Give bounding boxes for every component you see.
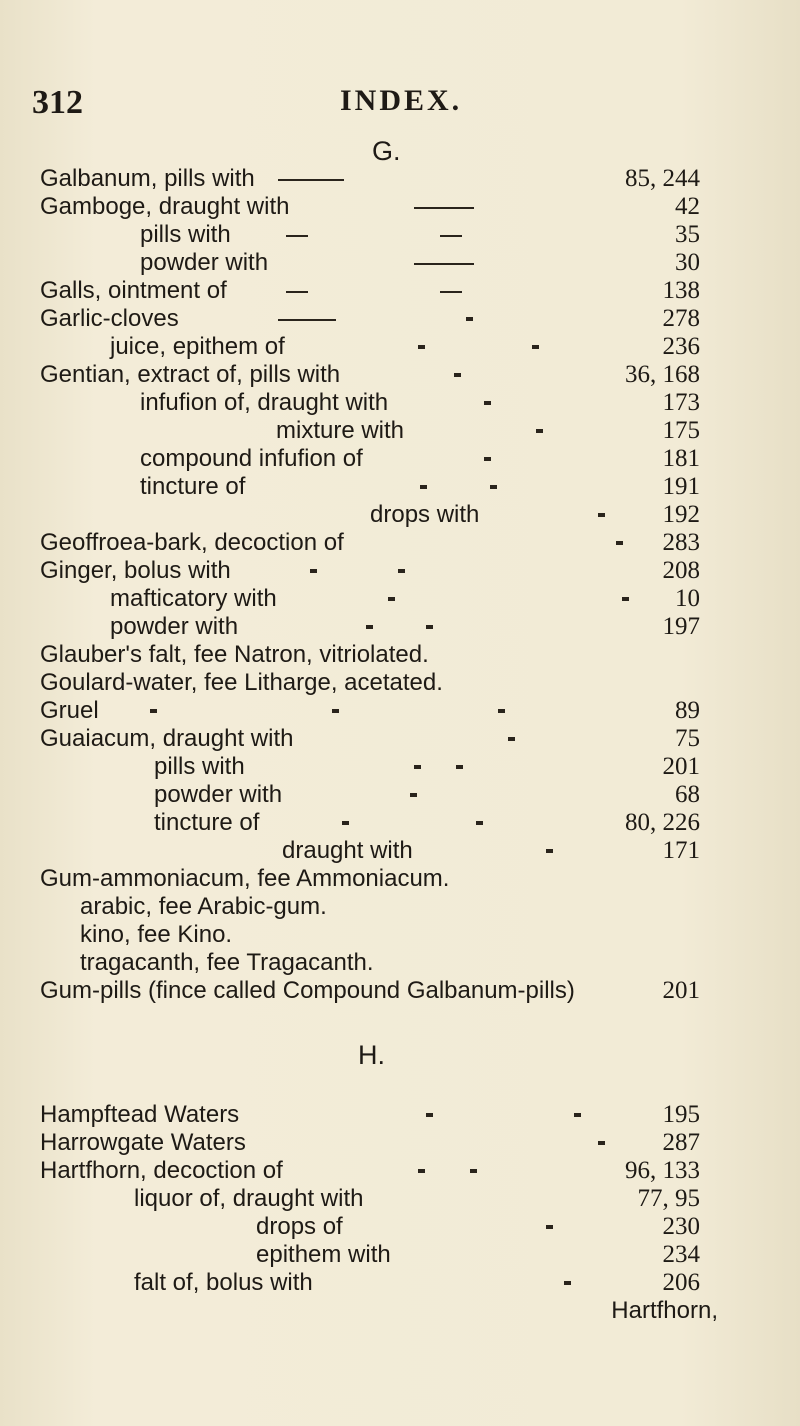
entry-text: Gamboge, draught with: [40, 193, 290, 220]
entry-text: draught with: [282, 837, 413, 864]
index-entry: [0, 1240, 800, 1270]
index-entry: [0, 752, 800, 782]
index-entry: [0, 892, 800, 922]
index-entry: [0, 836, 800, 866]
section-letter-h: H.: [358, 1040, 385, 1070]
entry-pages: 77, 95: [637, 1185, 700, 1212]
entry-pages: 138: [662, 277, 700, 304]
leader-dash: [440, 235, 462, 237]
leader-dash: [286, 291, 308, 293]
index-entry: [0, 668, 800, 698]
leader-dash: [278, 319, 336, 321]
entry-pages: 181: [662, 445, 700, 472]
entry-pages: 68: [675, 781, 700, 808]
page-number: 312: [32, 84, 83, 121]
leader-dot: [470, 1169, 477, 1173]
leader-dot: [546, 849, 553, 853]
index-entry: [0, 360, 800, 390]
entry-pages: 208: [662, 557, 700, 584]
index-entry: [0, 444, 800, 474]
index-entry: [0, 500, 800, 530]
index-entry: [0, 920, 800, 950]
index-entry: [0, 556, 800, 586]
index-entry: [0, 808, 800, 838]
entry-text: juice, epithem of: [110, 333, 285, 360]
entry-text: Galls, ointment of: [40, 277, 227, 304]
index-entry: [0, 248, 800, 278]
index-entry: [0, 1268, 800, 1298]
entry-pages: 96, 133: [625, 1157, 700, 1184]
leader-dot: [418, 1169, 425, 1173]
entry-pages: 42: [675, 193, 700, 220]
entry-text: powder with: [110, 613, 239, 640]
entry-pages: 80, 226: [625, 809, 700, 836]
leader-dot: [476, 821, 483, 825]
entry-pages: 175: [662, 417, 700, 444]
index-entry: [0, 416, 800, 446]
leader-dash: [414, 263, 474, 265]
entry-pages: 201: [662, 977, 700, 1004]
index-entry: [0, 304, 800, 334]
index-entry: [0, 612, 800, 642]
entry-pages: 85, 244: [625, 165, 700, 192]
entry-pages: 75: [675, 725, 700, 752]
leader-dot: [418, 345, 425, 349]
entry-pages: 197: [662, 613, 700, 640]
entry-text: liquor of, draught with: [134, 1185, 364, 1212]
leader-dot: [366, 625, 373, 629]
index-entry: [0, 864, 800, 894]
entry-text: Hartfhorn, decoction of: [40, 1157, 283, 1184]
entry-text: epithem with: [256, 1241, 391, 1268]
entry-text: Geoffroea-bark, decoction of: [40, 529, 344, 556]
index-entry: [0, 976, 800, 1006]
entry-pages: 10: [675, 585, 700, 612]
leader-dot: [484, 401, 491, 405]
entry-pages: 230: [662, 1213, 700, 1240]
index-entry: [0, 948, 800, 978]
index-entry: [0, 696, 800, 726]
entry-pages: 206: [662, 1269, 700, 1296]
index-entry: [0, 640, 800, 670]
entry-text: Garlic-cloves: [40, 305, 179, 332]
leader-dot: [332, 709, 339, 713]
entry-text: Guaiacum, draught with: [40, 725, 294, 752]
index-entry: [0, 388, 800, 418]
entry-text: drops of: [256, 1213, 343, 1240]
leader-dot: [598, 513, 605, 517]
leader-dot: [456, 765, 463, 769]
entry-text: Harrowgate Waters: [40, 1129, 246, 1156]
leader-dot: [508, 737, 515, 741]
index-entry: [0, 276, 800, 306]
index-entry: [0, 724, 800, 754]
leader-dot: [616, 541, 623, 545]
entry-text: tincture of: [154, 809, 260, 836]
entry-pages: 89: [675, 697, 700, 724]
leader-dot: [546, 1225, 553, 1229]
index-entry: [0, 472, 800, 502]
entry-pages: 287: [662, 1129, 700, 1156]
leader-dash: [414, 207, 474, 209]
entry-text: pills with: [154, 753, 245, 780]
entry-pages: 234: [662, 1241, 700, 1268]
leader-dot: [388, 597, 395, 601]
index-entry: [0, 1212, 800, 1242]
entry-pages: 191: [662, 473, 700, 500]
leader-dot: [414, 765, 421, 769]
index-entry: [0, 1100, 800, 1130]
leader-dot: [150, 709, 157, 713]
leader-dash: [278, 179, 344, 181]
entry-text: tincture of: [140, 473, 246, 500]
leader-dot: [564, 1281, 571, 1285]
entry-pages: 36, 168: [625, 361, 700, 388]
entry-pages: 195: [662, 1101, 700, 1128]
index-entry: [0, 192, 800, 222]
entry-text: tragacanth, fee Tragacanth.: [80, 949, 374, 976]
catchword: Hartfhorn,: [611, 1297, 718, 1324]
index-entry: [0, 220, 800, 250]
entry-pages: 201: [662, 753, 700, 780]
index-entry: [0, 528, 800, 558]
index-entry: [0, 1184, 800, 1214]
index-entry: [0, 1128, 800, 1158]
leader-dot: [490, 485, 497, 489]
entry-text: mixture with: [276, 417, 405, 444]
entry-pages: 278: [662, 305, 700, 332]
catchword-row: [0, 1296, 800, 1326]
leader-dash: [286, 235, 308, 237]
leader-dash: [440, 291, 462, 293]
entry-text: Hampftead Waters: [40, 1101, 240, 1128]
entry-text: Galbanum, pills with: [40, 165, 255, 192]
leader-dot: [466, 317, 473, 321]
index-entry: [0, 332, 800, 362]
entry-text: kino, fee Kino.: [80, 921, 233, 948]
entry-text: Goulard-water, fee Litharge, acetated.: [40, 669, 443, 696]
leader-dot: [532, 345, 539, 349]
entry-text: falt of, bolus with: [134, 1269, 313, 1296]
leader-dot: [410, 793, 417, 797]
entry-text: mafticatory with: [110, 585, 277, 612]
entry-text: Gum-ammoniacum, fee Ammoniacum.: [40, 865, 450, 892]
entry-text: Gum-pills (fince called Compound Galbanum-pills): [40, 977, 575, 1004]
leader-dot: [454, 373, 461, 377]
entry-text: powder with: [154, 781, 283, 808]
index-entry: [0, 584, 800, 614]
entry-text: compound infufion of: [140, 445, 363, 472]
leader-dot: [598, 1141, 605, 1145]
leader-dot: [426, 625, 433, 629]
section-letter-g: G.: [372, 136, 401, 166]
entry-text: powder with: [140, 249, 269, 276]
leader-dot: [426, 1113, 433, 1117]
entry-pages: 30: [675, 249, 700, 276]
entry-text: Gruel: [40, 697, 99, 724]
entry-text: Glauber's falt, fee Natron, vitriolated.: [40, 641, 429, 668]
entry-text: infufion of, draught with: [140, 389, 389, 416]
leader-dot: [398, 569, 405, 573]
index-entry: [0, 1156, 800, 1186]
leader-dot: [574, 1113, 581, 1117]
leader-dot: [420, 485, 427, 489]
entry-pages: 173: [662, 389, 700, 416]
entry-pages: 35: [675, 221, 700, 248]
entry-pages: 171: [662, 837, 700, 864]
entry-text: Ginger, bolus with: [40, 557, 231, 584]
entry-pages: 236: [662, 333, 700, 360]
leader-dot: [622, 597, 629, 601]
leader-dot: [498, 709, 505, 713]
entry-pages: 283: [662, 529, 700, 556]
leader-dot: [484, 457, 491, 461]
leader-dot: [342, 821, 349, 825]
entry-pages: 192: [662, 501, 700, 528]
entry-text: pills with: [140, 221, 231, 248]
index-entry: [0, 780, 800, 810]
entry-text: arabic, fee Arabic-gum.: [80, 893, 327, 920]
running-head: INDEX.: [340, 84, 463, 117]
leader-dot: [310, 569, 317, 573]
leader-dot: [536, 429, 543, 433]
entry-text: Gentian, extract of, pills with: [40, 361, 341, 388]
entry-text: drops with: [370, 501, 480, 528]
index-entry: [0, 164, 800, 194]
